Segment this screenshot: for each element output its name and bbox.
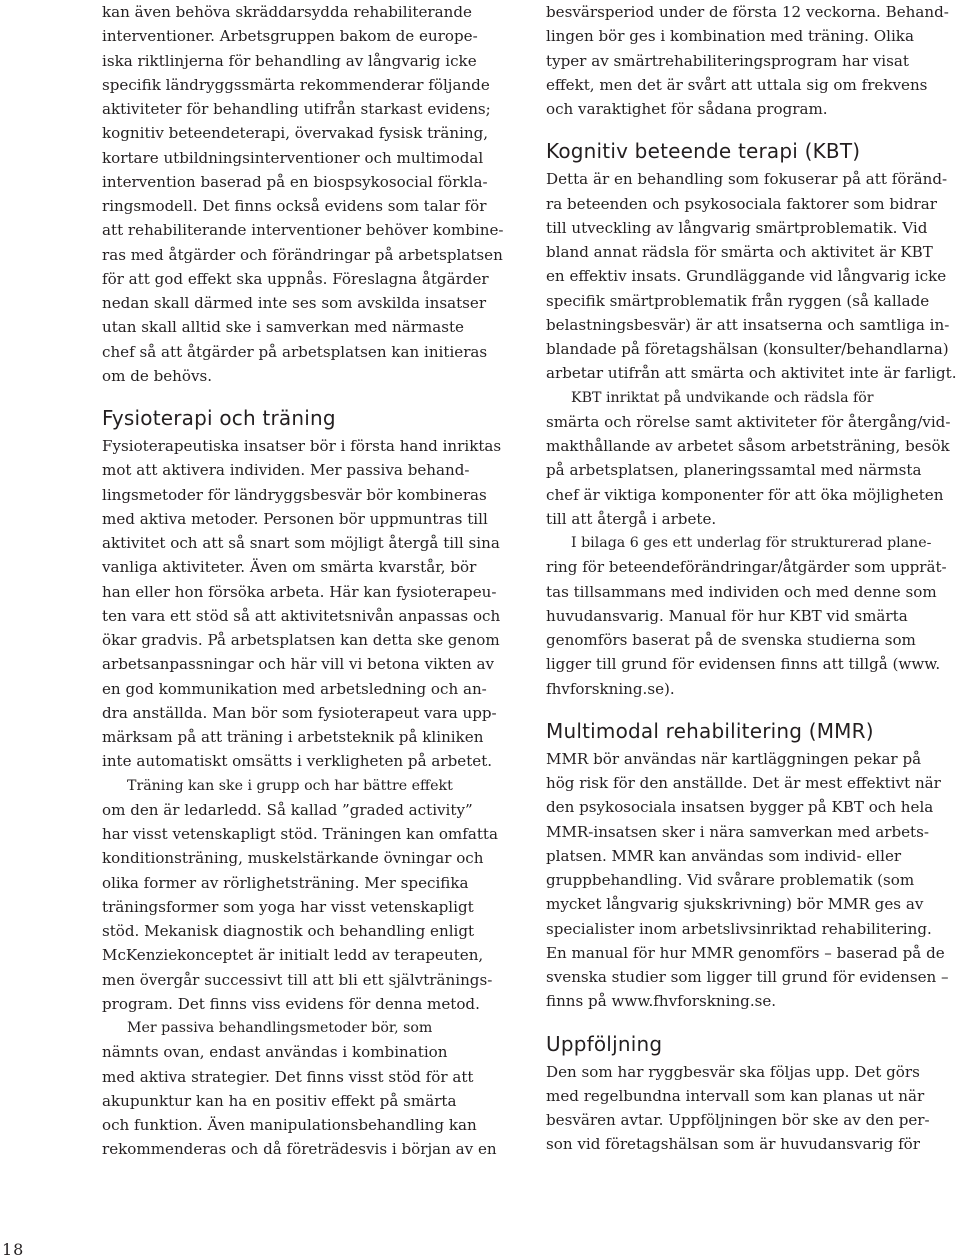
text-line: specialister inom arbetslivsinriktad rehabilitering. xyxy=(546,919,932,938)
text-line: ten vara ett stöd så att aktivitetsnivån anpassas och xyxy=(102,606,501,625)
text-line: intervention baserad på en biospsykosocial förkla- xyxy=(102,172,488,191)
text-line: om de behövs. xyxy=(102,366,213,385)
text-line: en effektiv insats. Grundläggande vid långvarig icke xyxy=(546,267,947,286)
text-line: typer av smärtrehabiliteringsprogram har visat xyxy=(546,51,909,70)
text-line: effekt, men det är svårt att uttala sig om frekvens xyxy=(546,75,928,94)
text-line: olika former av rörlighetsträning. Mer specifika xyxy=(102,873,469,892)
text-line: tas tillsammans med individen och med denne som xyxy=(546,582,937,601)
text-line: McKenziekonceptet är initialt ledd av terapeuten, xyxy=(102,946,484,965)
text-line: med aktiva metoder. Personen bör uppmuntras till xyxy=(102,509,488,528)
text-line: arbetar utifrån att smärta och aktivitet inte är farligt. xyxy=(546,364,957,383)
text-line: hög risk för den anställde. Det är mest effektivt när xyxy=(546,774,941,792)
passive-paragraph xyxy=(102,1016,514,1162)
training-paragraph xyxy=(102,774,514,1017)
text-line: kortare utbildningsinterventioner och multimodal xyxy=(102,148,484,167)
text-line: platsen. MMR kan användas som individ- eller xyxy=(546,846,902,865)
text-line: nämnts ovan, endast användas i kombination xyxy=(102,1043,448,1062)
heading-mmr: Multimodal rehabilitering (MMR) xyxy=(546,718,874,743)
text-line: ringsmodell. Det finns också evidens som talar för xyxy=(102,197,487,215)
text-line: MMR bör användas när kartläggningen pekar på xyxy=(546,749,922,768)
text-line: iska riktlinjerna för behandling av långvarig icke xyxy=(102,51,477,70)
section-gap xyxy=(546,1014,958,1028)
text-line: rekommenderas och då företrädesvis i början av en xyxy=(102,1140,497,1159)
text-line: blandade på företagshälsan (konsulter/behandlarna) xyxy=(546,340,949,358)
text-line: han eller hon försöka arbeta. Här kan fysioterapeu- xyxy=(102,582,497,601)
text-line: svenska studier som ligger till grund för evidensen – xyxy=(546,968,949,986)
bilaga-paragraph xyxy=(546,531,958,701)
text-line: son vid företagshälsan som är huvudansvarig för xyxy=(546,1135,920,1154)
text-line: på arbetsplatsen, planeringssamtal med närmsta xyxy=(546,461,922,480)
text-line: I bilaga 6 ges ett underlag för strukturerad plane- xyxy=(571,535,932,551)
text-line: till utveckling av långvarig smärtproblematik. Vid xyxy=(546,218,928,237)
text-line: vanliga aktiviteter. Även om smärta kvarstår, bör xyxy=(102,558,477,577)
text-line: En manual för hur MMR genomförs – baserad på de xyxy=(546,943,945,962)
page-number: 18 xyxy=(2,1240,25,1259)
intro-paragraph-right xyxy=(546,0,958,121)
text-line: specifik smärtproblematik från ryggen (så kallade xyxy=(546,291,930,310)
text-line: belastningsbesvär) är att insatserna och samtliga in- xyxy=(546,315,950,334)
text-line: mycket långvarig sjukskrivning) bör MMR ges av xyxy=(546,895,924,914)
text-line: ras med åtgärder och förändringar på arbetsplatsen xyxy=(102,245,503,264)
text-line: mot att aktivera individen. Mer passiva behand- xyxy=(102,461,470,480)
text-line: chef är viktiga komponenter för att öka möjligheten xyxy=(546,485,944,504)
text-line: ökar gradvis. På arbetsplatsen kan detta ske genom xyxy=(102,631,500,649)
heading-uppfoljning: Uppföljning xyxy=(546,1031,663,1056)
text-line: specifik ländryggssmärta rekommenderar följande xyxy=(102,75,490,94)
section-gap xyxy=(546,121,958,135)
text-line: dra anställda. Man bör som fysioterapeut vara upp- xyxy=(102,703,497,722)
text-line: konditionsträning, muskelstärkande övningar och xyxy=(102,849,484,868)
text-line: kan även behöva skräddarsydda rehabiliterande xyxy=(102,3,472,21)
text-line: Den som har ryggbesvär ska följas upp. Det görs xyxy=(546,1062,920,1081)
text-line: genomförs baserat på de svenska studierna som xyxy=(546,631,916,649)
fysio-paragraph xyxy=(102,434,514,774)
kbt-aim-paragraph xyxy=(546,386,958,532)
text-line: besvärsperiod under de första 12 veckorna. Behand- xyxy=(546,3,949,21)
text-line: nedan skall därmed inte ses som avskilda insatser xyxy=(102,294,487,312)
text-line: Mer passiva behandlingsmetoder bör, som xyxy=(127,1020,433,1036)
text-line: interventioner. Arbetsgruppen bakom de europe- xyxy=(102,27,478,46)
text-line: märksam på att träning i arbetsteknik på kliniken xyxy=(102,728,484,746)
text-line: chef så att åtgärder på arbetsplatsen kan initieras xyxy=(102,342,488,361)
text-line: KBT inriktat på undvikande och rädsla för xyxy=(571,389,874,406)
text-line: Detta är en behandling som fokuserar på att föränd- xyxy=(546,170,948,189)
text-line: gruppbehandling. Vid svårare problematik (som xyxy=(546,871,915,889)
text-line: akupunktur kan ha en positiv effekt på smärta xyxy=(102,1091,457,1110)
uppfoljning-paragraph xyxy=(546,1060,958,1157)
section-gap xyxy=(546,701,958,715)
text-line: stöd. Mekanisk diagnostik och behandling enligt xyxy=(102,922,475,940)
text-line: till att återgå i arbete. xyxy=(546,509,717,528)
text-line: utan skall alltid ske i samverkan med närmaste xyxy=(102,318,464,337)
text-line: makthållande av arbetet såsom arbetsträning, besök xyxy=(546,437,950,455)
text-line: om den är ledarledd. Så kallad ”graded activity” xyxy=(102,800,473,819)
kbt-paragraph xyxy=(546,167,958,385)
text-line: aktivitet och att så snart som möjligt återgå till sina xyxy=(102,534,500,552)
text-line: program. Det finns viss evidens för denna metod. xyxy=(102,994,480,1013)
intro-paragraph xyxy=(102,0,514,388)
text-line: och funktion. Även manipulationsbehandling kan xyxy=(102,1116,477,1134)
text-line: ra beteenden och psykosociala faktorer som bidrar xyxy=(546,194,937,213)
text-line: arbetsanpassningar och här vill vi betona vikten av xyxy=(102,655,494,674)
text-line: smärta och rörelse samt aktiviteter för återgång/vid- xyxy=(546,412,951,431)
text-line: en god kommunikation med arbetsledning och an- xyxy=(102,679,487,698)
text-line: bland annat rädsla för smärta och aktivitet är KBT xyxy=(546,243,933,261)
text-line: finns på www.fhvforskning.se. xyxy=(546,992,777,1011)
text-line: den psykosociala insatsen bygger på KBT och hela xyxy=(546,798,934,817)
text-line: träningsformer som yoga har visst vetenskapligt xyxy=(102,897,474,916)
text-line: inte automatiskt omsätts i verkligheten på arbetet. xyxy=(102,752,493,771)
left-column xyxy=(102,0,514,1162)
text-line: ligger till grund för evidensen finns att tillgå (www. xyxy=(546,655,941,674)
text-line: Fysioterapeutiska insatser bör i första hand inriktas xyxy=(102,437,502,455)
text-line: ring för beteendeförändringar/åtgärder som upprät- xyxy=(546,558,947,577)
text-line: lingen bör ges i kombination med träning. Olika xyxy=(546,27,914,46)
text-line: aktiviteter för behandling utifrån starkast evidens; xyxy=(102,100,491,118)
text-line: lingsmetoder för ländryggsbesvär bör kombineras xyxy=(102,485,487,504)
text-line: kognitiv beteendeterapi, övervakad fysisk träning, xyxy=(102,124,489,143)
text-line: MMR-insatsen sker i nära samverkan med arbets- xyxy=(546,822,929,841)
text-line: fhvforskning.se). xyxy=(546,679,675,698)
text-line: huvudansvarig. Manual för hur KBT vid smärta xyxy=(546,606,908,625)
text-line: och varaktighet för sådana program. xyxy=(546,100,828,118)
heading-kbt: Kognitiv beteende terapi (KBT) xyxy=(546,139,861,164)
text-line: har visst vetenskapligt stöd. Träningen kan omfatta xyxy=(102,825,498,843)
section-gap xyxy=(102,388,514,402)
right-column xyxy=(546,0,958,1157)
text-line: med aktiva strategier. Det finns visst stöd för att xyxy=(102,1067,474,1086)
text-line: men övergår successivt till att bli ett självtränings- xyxy=(102,970,493,989)
heading-fysioterapi: Fysioterapi och träning xyxy=(102,406,336,430)
text-line: för att god effekt ska uppnås. Föreslagna åtgärder xyxy=(102,269,489,288)
text-line: Träning kan ske i grupp och har bättre effekt xyxy=(127,777,453,794)
mmr-paragraph xyxy=(546,747,958,1014)
text-line: att rehabiliterande interventioner behöver kombine- xyxy=(102,221,504,240)
text-line: med regelbundna intervall som kan planas ut när xyxy=(546,1086,925,1105)
text-line: besvären avtar. Uppföljningen bör ske av den per- xyxy=(546,1111,930,1129)
